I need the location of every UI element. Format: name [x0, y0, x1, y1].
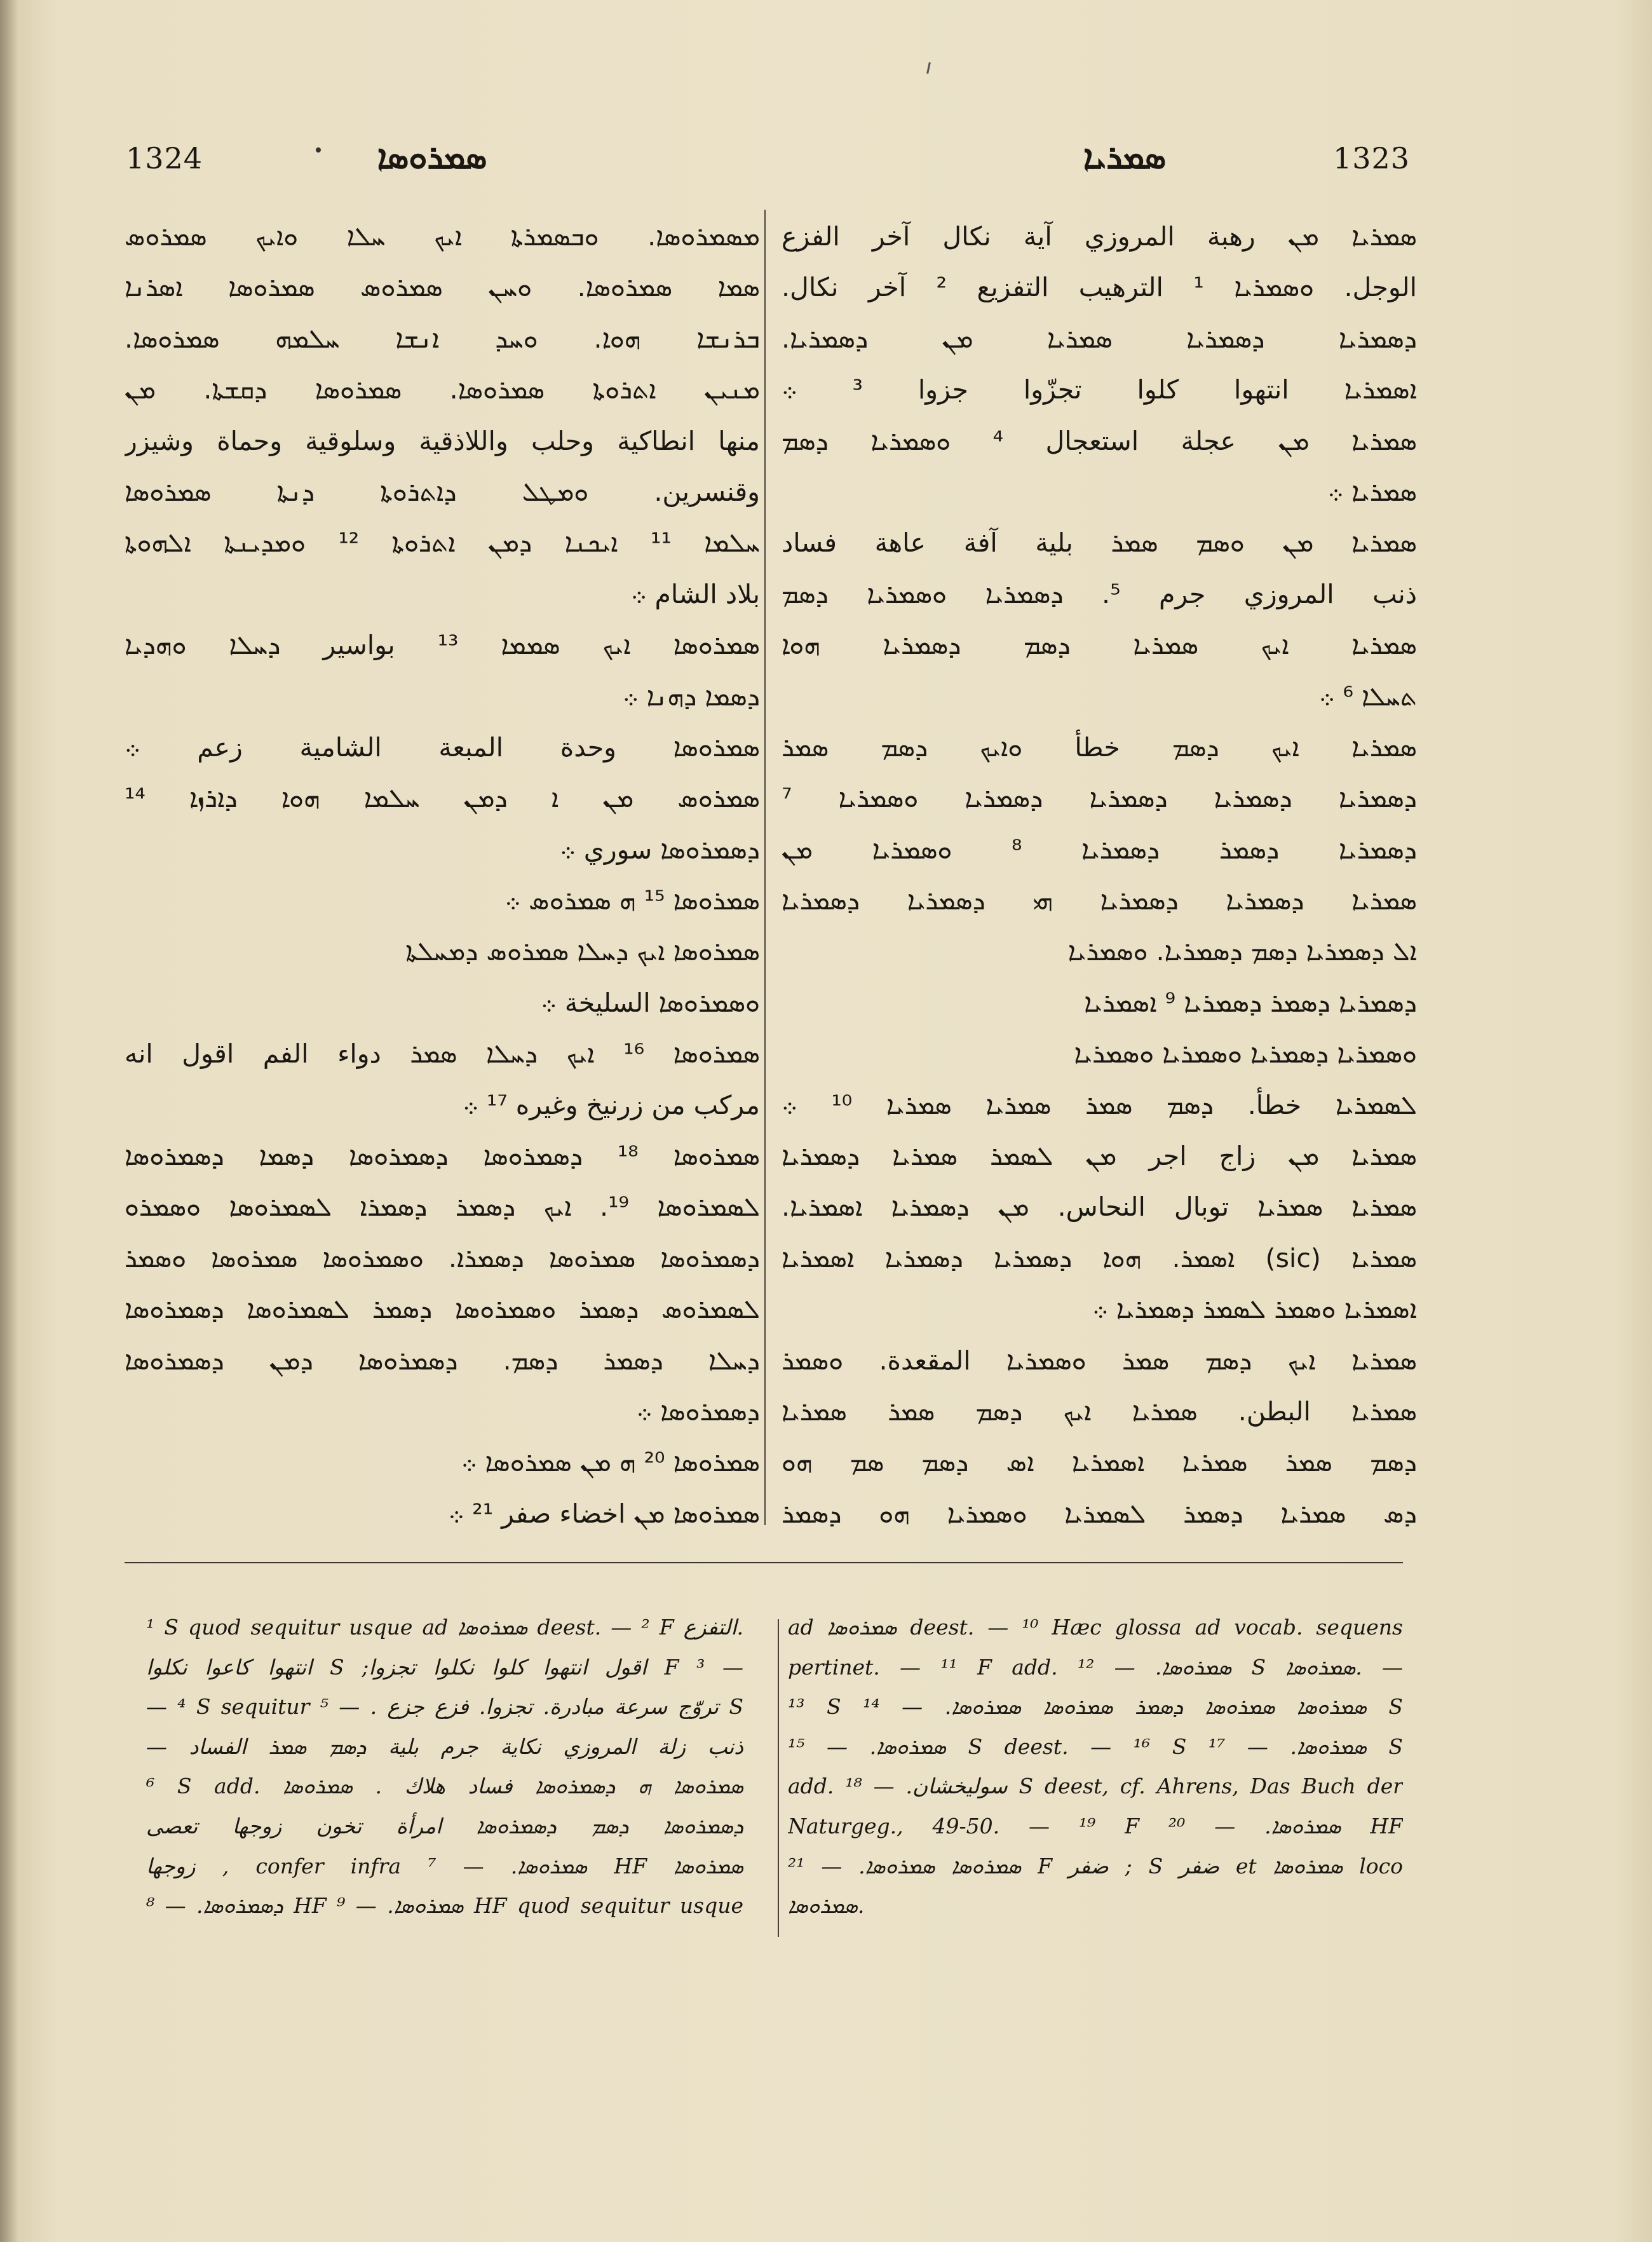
left-column-line: ܣܡܪܘܣܐ ܐܝܟ ܕܚܠܐ ܣܡܪܘܣ ܕܡܚܠܬܐ: [405, 936, 760, 967]
left-column-line: ܕܣܡܪܘܣܐ ܣܡܪܘܣܐ ܕܣܡܪܐ. ܘܣܡܪܘܣܐ ܣܡܪܘܣܐ ܘܣܡܪ: [125, 1242, 760, 1274]
footnote-column-divider: [778, 1619, 779, 1937]
left-column-line: ܡܢܝܢ ܐܬܪܘܬܐ ܣܡܪܘܣܐ. ܣܡܪܘܣܐ ܕܩܫܬܐ. ܡܢ: [125, 374, 760, 405]
footnotes-right-line: ܣܡܪܘܣܐ.: [788, 1893, 865, 1919]
left-text-column: [125, 211, 760, 1539]
right-column-line: ܣܡܪܝܐ ܐܝܟ ܣܡܪܝܐ ܕܣܡ ܕܣܡܪܝܐ ܗܘܐ: [782, 630, 1417, 661]
column-divider: [764, 210, 766, 1525]
right-column-line: ܣܡܪܝܐ ܀: [1327, 476, 1417, 507]
footnotes-right-line: Naturgeg., 49-50. — ¹⁹ F ܣܡܪܘܣܐ. — ²⁰ HF: [788, 1813, 1403, 1838]
left-column-line: ܚܠܡܐ ¹¹ ܐܝܟܢܐ ܕܡܢ ܐܬܪܘܬܐ ¹² ܘܡܕܝܢܬܐ ܐܠܗܘܬܐ: [125, 527, 760, 559]
left-column-line: ܕܣܡܐ ܕܗܢܐ ܀: [622, 681, 760, 712]
left-column-line: ܣܡܪܘܣܐ وحدة المبعة الشامية زعم ܀: [125, 731, 760, 763]
right-column-line: ܘܣܡܪܝܐ ܕܣܡܪܝܐ ܘܣܡܪܝܐ ܘܣܡܪܝܐ: [1074, 1038, 1417, 1070]
left-column-line: ܣܡܐ ܣܡܪܘܣܐ. ܘܚܢ ܣܡܪܘܣ ܣܡܪܘܣܐ ܐܣܪܢܐ: [125, 272, 760, 303]
left-column-line: ܣܡܪܘܣܐ ܐܝܟ ܣܡܡܐ ¹³ بواسير ܕܚܠܐ ܘܗܕܝܐ: [125, 630, 760, 661]
left-column-line: ܣܡܪܘܣܐ ܡܢ اخضاء صفر ²¹ ܀: [448, 1498, 760, 1529]
left-footnotes: [146, 1608, 743, 1926]
right-column-line: ܕܣܡܪܝܐ ܕܣܡܪܝܐ ܣܡܪܝܐ ܡܢ ܕܣܡܪܝܐ.: [782, 323, 1417, 354]
header-dot: [316, 147, 321, 153]
right-column-line: ܠܣܡܪܝܐ خطأ. ܕܣܡ ܣܡܪ ܣܡܪܝܐ ܣܡܪܝܐ ¹⁰ ܀: [782, 1089, 1417, 1120]
right-column-line: ܣܡܪܝܐ البطن. ܣܡܪܝܐ ܐܝܟ ܕܣܡ ܣܡܪ ܣܡܪܝܐ: [782, 1396, 1417, 1427]
footnotes-right-line: add. سوليخشان. — ¹⁸ S deest, cf. Ahrens, Das Buch der: [788, 1774, 1403, 1799]
left-column-line: بلاد الشام ܀: [630, 578, 760, 609]
left-column-line: ܠܣܡܪܘܣ ܕܣܡܪ ܘܣܡܪܘܣܐ ܕܣܡܪ ܠܣܡܪܘܣܐ ܕܣܡܪܘܣܐ: [125, 1294, 760, 1325]
right-column-line: ܬܚܠܐ ⁶ ܀: [1318, 681, 1417, 712]
left-column-line: وقنسرين. ܘܡܛܠ ܕܐܬܪܘܬܐ ܕܢܬܐ ܣܡܪܘܣܐ: [125, 476, 760, 507]
ink-speck: [926, 62, 931, 74]
right-column-line: ذنب المروزي جرم ⁵. ܕܣܡܪܝܐ ܘܣܡܪܝܐ ܕܣܡ: [782, 578, 1417, 609]
right-column-line: ܐܣܡܪܝܐ انتهوا كلوا تجزّوا جزوا ³ ܀: [782, 374, 1417, 405]
right-column-line: ܕܣܡܪܝܐ ܕܣܡܪ ܕܣܡܪܝܐ ⁸ ܘܣܡܪܝܐ ܡܢ: [782, 834, 1417, 865]
right-column-line: ܣܡܪܝܐ ܕܣܡܪܝܐ ܕܣܡܪܝܐ ܗܝ ܕܣܡܪܝܐ ܕܣܡܪܝܐ: [782, 885, 1417, 916]
right-page-number: 1323: [1333, 141, 1411, 175]
footnotes-left-line: ⁶ S add. ܣܡܪܘܣܐ ܗ ܕܣܡܪܘܣܐ فساد هلاك . ܣܡܪܘܣܐ: [146, 1774, 743, 1799]
left-column-line: مركب من زرنيخ وغيره ¹⁷ ܀: [463, 1089, 760, 1120]
left-column-line: ܣܡܪܘܣܐ ¹⁸ ܕܣܡܪܘܣܐ ܕܣܡܪܘܣܐ ܕܣܡܐ ܕܣܡܪܘܣܐ: [125, 1141, 760, 1172]
right-text-column: [782, 211, 1417, 1539]
left-column-line: ܕܣܡܪܘܣܐ سوري ܀: [560, 834, 760, 865]
left-column-line: ܣܡܪܘܣܐ ¹⁵ ܗ ܣܡܪܘܣ ܀: [504, 885, 760, 916]
left-running-headword: ܣܡܪܘܣܐ: [377, 139, 487, 177]
right-column-line: ܣܡܪܝܐ ܐܝܟ ܕܣܡ خطأ ܘܐܝܟ ܕܣܡ ܣܡܪ: [782, 731, 1417, 763]
left-column-line: ܣܡܪܘܣܐ ²⁰ ܗ ܡܢ ܣܡܪܘܣܐ ܀: [461, 1447, 760, 1478]
right-column-line: ܣܡܪܝܐ ܡܢ ܘܣܡ ܣܡܪ بلية آفة عاهة فساد: [782, 527, 1417, 559]
left-column-line: ܘܣܡܪܘܣܐ السليخة ܀: [541, 987, 760, 1018]
right-column-line: ܣܡܪܝܐ ܐܝܟ ܕܣܡ ܣܡܪ ܘܣܡܪܝܐ المقعدة. ܘܣܡܪ: [782, 1345, 1417, 1376]
left-column-line: ܕܚܠܐ ܕܣܡܪ ܕܣܡ. ܕܣܡܪܘܣܐ ܕܡܢ ܕܣܡܪܘܣܐ: [125, 1345, 760, 1376]
footnote-separator: [125, 1562, 1403, 1563]
footnotes-right-line: ܣܡܪܘܣܐ ܣܡܪܘܣܐ. — ²¹ F ضفر ; S ضفر et ܣܡܪܘܣܐ loco: [788, 1853, 1403, 1879]
right-column-line: ܕܣ ܣܡܪܝܐ ܕܣܡܪ ܠܣܡܪܝܐ ܘܣܡܪܝܐ ܗܘ ܕܣܡܪ: [782, 1498, 1417, 1529]
footnotes-left-line: ܕܣܡܪܘܣܐ. — ⁸ HF ܣܡܪܘܣܐ. — ⁹ HF quod sequitur usque: [146, 1893, 743, 1919]
right-column-line: ܣܡܪܝܐ (sic) ܐܣܡܪ. ܗܘܐ ܕܣܡܪܝܐ ܕܣܡܪܝܐ ܐܣܡܪܝܐ: [782, 1242, 1417, 1274]
footnotes-left-line: ¹ S quod sequitur usque ad ܣܡܪܘܣܐ deest. — ² F التفزع.: [146, 1615, 743, 1640]
left-column-line: منها انطاكية وحلب واللاذقية وسلوقية وحماة وشيزر: [125, 425, 760, 456]
left-column-line: ܠܣܡܪܘܣܐ ¹⁹. ܐܝܟ ܕܣܡܪ ܕܣܡܪܐ ܠܣܡܪܘܣܐ ܘܣܡܪܘ: [125, 1192, 760, 1223]
footnotes-left-line: ܕܣܡܪܘܣܐ ܕܣܡ ܕܣܡܪܘܣܐ امرأة تخون زوجها تعصى: [146, 1813, 743, 1838]
footnotes-right-line: ܣܡܪܘܣܐ. — ¹⁵ S deest. — ¹⁶ S ܣܡܪܘܣܐ. — ¹⁷ S: [788, 1734, 1403, 1759]
right-footnotes: [788, 1608, 1403, 1926]
left-column-line: ܒܪܢܫܐ ܗܘܐ. ܘܚܕ ܐܢܫܐ ܚܠܡܗ ܣܡܪܘܣܐ.: [125, 323, 760, 354]
right-column-line: ܣܡܪܝܐ ܣܡܪܝܐ توبال النحاس. ܡܢ ܕܣܡܪܝܐ ܐܣܡܪܝܐ.: [782, 1192, 1417, 1223]
right-column-line: ܐܠ ܕܣܡܪܝܐ ܕܣܡ ܕܣܡܪܝܐ. ܘܣܡܪܝܐ: [1067, 936, 1417, 967]
left-column-line: ܣܡܪܘܣܐ ¹⁶ ܐܝܟ ܕܚܠܐ ܣܡܪ دواء الفم اقول انه: [125, 1038, 760, 1070]
footnotes-left-line: — ذنب زلة المروزي نكاية جرم بلية ܕܣܡ ܣܡܪ الفساد: [146, 1734, 743, 1759]
footnotes-right-line: ¹³ S ܣܡܪܘܣܐ ܣܡܪܘܣܐ ܕܣܡܪ ܣܡܪܘܣܐ ܣܡܪܘܣܐ. — ¹⁴ S: [788, 1694, 1403, 1720]
left-column-line: ܕܣܡܪܘܣܐ ܀: [636, 1396, 760, 1427]
right-running-headword: ܣܡܪܝܐ: [1083, 139, 1167, 177]
right-column-line: ܕܣܡܪܝܐ ܕܣܡܪ ܕܣܡܪܝܐ ⁹ ܐܣܡܪܝܐ: [1084, 987, 1417, 1018]
right-column-line: ܐܣܡܪܝܐ ܘܣܡܪ ܠܣܡܪ ܕܣܡܪܝܐ ܀: [1092, 1294, 1417, 1325]
footnotes-left-line: انتهوا كاعوا نكلوا S ;اقول انتهوا كلوا نكلوا تجزوا F ³ —: [146, 1654, 743, 1680]
left-page-number: 1324: [126, 141, 203, 175]
left-column-line: ܣܡܪܘܣ ܡܢ ܐ ܕܡܢ ܚܠܡܐ ܗܘܐ ܕܐܪܙܐ ¹⁴: [125, 783, 760, 814]
right-column-line: ܣܡܪܝܐ ܡܢ زاج اجر ܡܢ ܠܣܡܪ ܣܡܪܝܐ ܕܣܡܪܝܐ: [782, 1141, 1417, 1172]
right-column-line: ܣܡܪܝܐ ܡܢ عجلة استعجال ⁴ ܘܣܡܪܝܐ ܕܣܡ: [782, 425, 1417, 456]
footnotes-right-line: pertinet. — ¹¹ F add. ܣܡܪܘܣܐ. — ¹² S ܣܡܪܘܣܐ. —: [788, 1654, 1403, 1680]
right-column-line: الوجل. ܘܣܡܪܝܐ ¹ الترهيب التفزيع ² آخر نكال.: [782, 272, 1417, 303]
left-column-line: ܡܣܡܪܘܣܐ. ܘܒܣܡܪܬܐ ܐܝܟ ܚܠܐ ܘܐܝܟ ܣܡܪܘܣ: [125, 221, 760, 252]
right-column-line: ܕܣܡ ܣܡܪ ܣܡܪܝܐ ܐܣܡܪܝܐ ܐܣ ܕܣܡ ܣܡ ܗܘ: [782, 1447, 1417, 1478]
right-column-line: ܕܣܡܪܝܐ ܕܣܡܪܝܐ ܕܣܡܪܝܐ ܕܣܡܪܝܐ ܘܣܡܪܝܐ ⁷: [782, 783, 1417, 814]
footnotes-right-line: ad ܣܡܪܘܣܐ deest. — ¹⁰ Hæc glossa ad vocab. sequens: [788, 1615, 1403, 1640]
right-column-line: ܣܡܪܝܐ ܡܢ رهبة المروزي آية نكال آخر الفزع: [782, 221, 1417, 252]
gutter-shadow: [0, 0, 18, 2242]
footnotes-left-line: — ⁴ S sequitur تروّج سرعة مبادرة. تجزوا. فزع جزع . — ⁵ S: [146, 1694, 743, 1720]
footnotes-left-line: زوجها , confer infra ܣܡܪܘܣܐ. — ⁷ HF ܣܡܪܘܣܐ: [146, 1853, 743, 1879]
